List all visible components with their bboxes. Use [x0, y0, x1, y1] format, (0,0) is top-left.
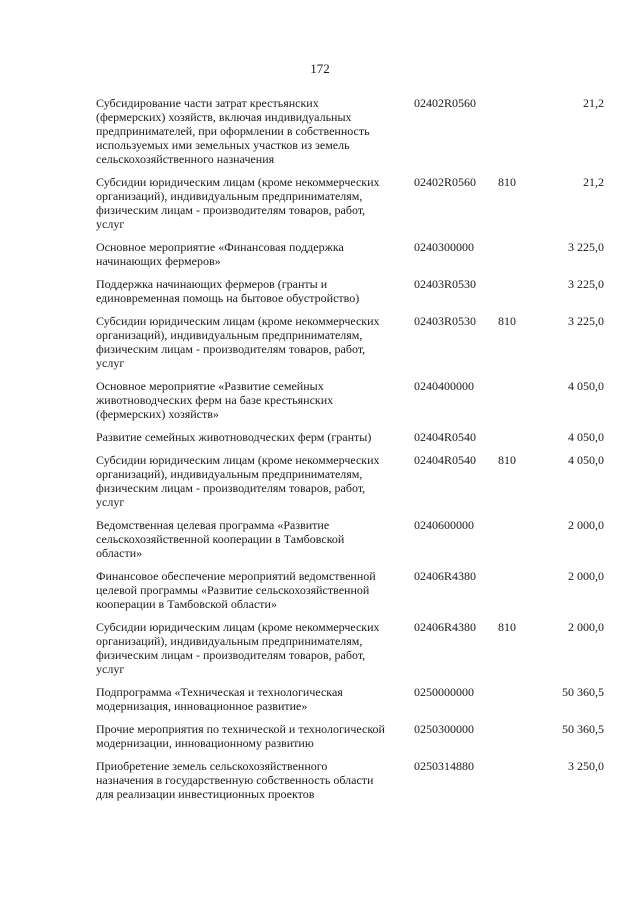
row-code: 02406R4380 [414, 569, 477, 583]
row-code: 02404R0540 [414, 453, 477, 467]
row-code: 0240300000 [414, 240, 474, 254]
table-row [0, 96, 640, 166]
budget-table [0, 96, 640, 810]
table-row [0, 569, 640, 611]
row-name: Развитие семейных животноводческих ферм (гранты) [96, 430, 372, 444]
row-name: Основное мероприятие «Развитие семейных животноводческих ферм на базе крестьянских (фермерских) хозяйств» [96, 379, 334, 421]
row-expense-type: 810 [498, 314, 516, 328]
table-row [0, 722, 640, 750]
row-amount: 2 000,0 [568, 620, 604, 634]
row-amount: 21,2 [583, 175, 604, 189]
row-code: 0250300000 [414, 722, 474, 736]
row-name: Поддержка начинающих фермеров (гранты и единовременная помощь на бытовое обустройство) [96, 277, 360, 305]
row-code: 02402R0560 [414, 175, 477, 189]
row-code: 0240600000 [414, 518, 474, 532]
row-name: Финансовое обеспечение мероприятий ведомственной целевой программы «Развитие сельскохозяйственной кооперации в Тамбовской области» [96, 569, 376, 611]
table-row [0, 277, 640, 305]
row-amount: 4 050,0 [568, 453, 604, 467]
row-name: Субсидии юридическим лицам (кроме некоммерческих организаций), индивидуальным предпринимателям, физическим лицам - производителям товаров, работ, услуг [96, 175, 380, 231]
row-name: Субсидирование части затрат крестьянских (фермерских) хозяйств, включая индивидуальных предпринимателей, при оформлении в собственность используемых ими земельных участков из земель сельскохозяйственного назначения [96, 96, 370, 166]
row-code: 02403R0530 [414, 314, 477, 328]
table-row [0, 453, 640, 509]
table-row [0, 175, 640, 231]
row-amount: 50 360,5 [562, 722, 604, 736]
row-name: Субсидии юридическим лицам (кроме некоммерческих организаций), индивидуальным предпринимателям, физическим лицам - производителям товаров, работ, услуг [96, 453, 380, 509]
row-amount: 4 050,0 [568, 430, 604, 444]
row-code: 0250314880 [414, 759, 474, 773]
row-name: Приобретение земель сельскохозяйственного назначения в государственную собственность области для реализации инвестиционных проектов [96, 759, 374, 801]
row-code: 0240400000 [414, 379, 474, 393]
table-row [0, 314, 640, 370]
row-name: Ведомственная целевая программа «Развитие сельскохозяйственной кооперации в Тамбовской области» [96, 518, 345, 560]
row-name: Субсидии юридическим лицам (кроме некоммерческих организаций), индивидуальным предпринимателям, физическим лицам - производителям товаров, работ, услуг [96, 314, 380, 370]
table-row [0, 620, 640, 676]
row-name: Субсидии юридическим лицам (кроме некоммерческих организаций), индивидуальным предпринимателям, физическим лицам - производителям товаров, работ, услуг [96, 620, 380, 676]
row-name: Подпрограмма «Техническая и технологическая модернизация, инновационное развитие» [96, 685, 343, 713]
row-amount: 2 000,0 [568, 569, 604, 583]
row-expense-type: 810 [498, 175, 516, 189]
row-amount: 3 225,0 [568, 240, 604, 254]
row-amount: 3 225,0 [568, 277, 604, 291]
row-expense-type: 810 [498, 453, 516, 467]
table-row [0, 430, 640, 444]
row-amount: 50 360,5 [562, 685, 604, 699]
row-amount: 21,2 [583, 96, 604, 110]
row-amount: 2 000,0 [568, 518, 604, 532]
row-amount: 3 250,0 [568, 759, 604, 773]
table-row [0, 240, 640, 268]
row-code: 02404R0540 [414, 430, 477, 444]
table-row [0, 685, 640, 713]
row-code: 02402R0560 [414, 96, 477, 110]
row-amount: 4 050,0 [568, 379, 604, 393]
row-name: Основное мероприятие «Финансовая поддержка начинающих фермеров» [96, 240, 344, 268]
row-expense-type: 810 [498, 620, 516, 634]
table-row [0, 518, 640, 560]
row-code: 0250000000 [414, 685, 474, 699]
table-row [0, 759, 640, 801]
page-number: 172 [310, 61, 330, 76]
row-code: 02406R4380 [414, 620, 477, 634]
row-name: Прочие мероприятия по технической и технологической модернизации, инновационному развитию [96, 722, 385, 750]
table-row [0, 379, 640, 421]
row-code: 02403R0530 [414, 277, 477, 291]
row-amount: 3 225,0 [568, 314, 604, 328]
